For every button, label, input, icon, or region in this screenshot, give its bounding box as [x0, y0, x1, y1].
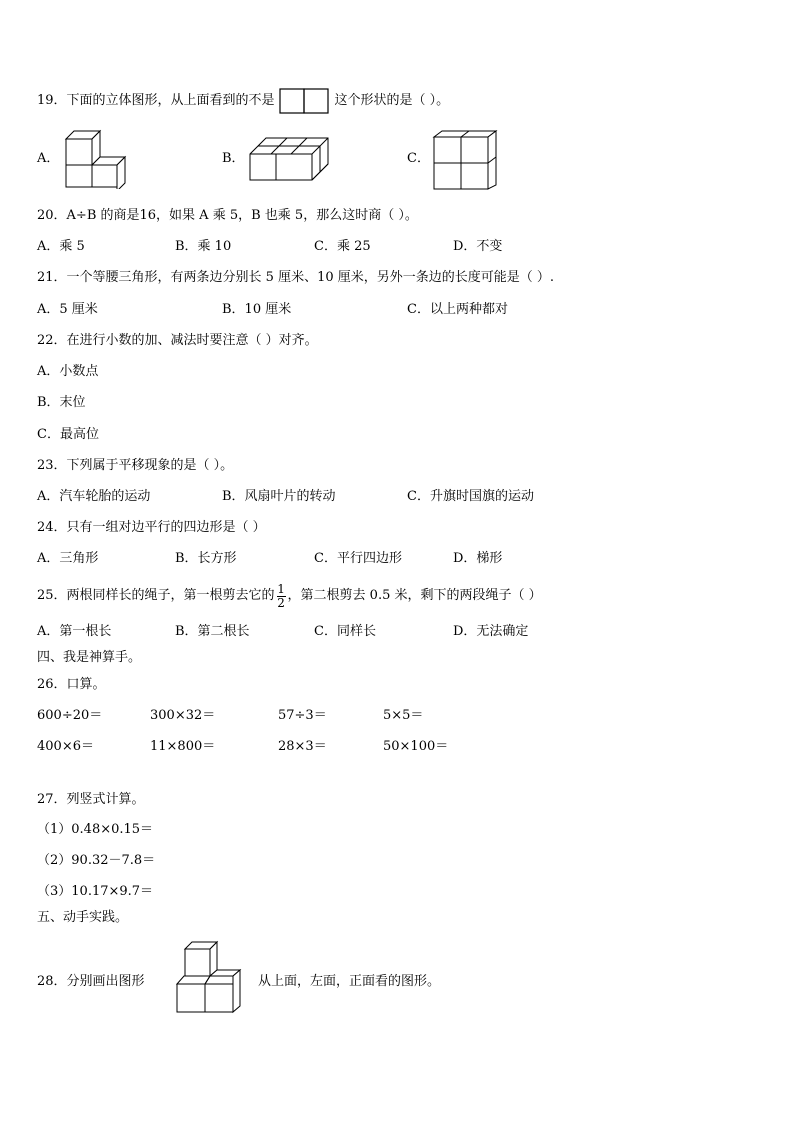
q19-option-c-cube-figure — [432, 129, 498, 191]
q24-option-d[interactable]: D．梯形 — [453, 551, 503, 566]
q27-item-1: （1）0.48×0.15＝ — [37, 822, 154, 837]
q26-item: 400×6＝ — [37, 739, 94, 754]
q24-option-b[interactable]: B．长方形 — [175, 551, 237, 566]
q24-option-a[interactable]: A．三角形 — [37, 551, 99, 566]
q20-option-c[interactable]: C．乘 25 — [314, 239, 371, 254]
q23-stem: 23．下列属于平移现象的是（ ）。 — [37, 458, 234, 473]
q22-option-b[interactable]: B．末位 — [37, 395, 86, 410]
q27-item-3: （3）10.17×9.7＝ — [37, 884, 154, 899]
q27-stem: 27．列竖式计算。 — [37, 792, 145, 807]
q21-option-c[interactable]: C．以上两种都对 — [407, 302, 508, 317]
q21-stem: 21．一个等腰三角形，有两条边分别长 5 厘米、10 厘米，另外一条边的长度可能是（ ）. — [37, 270, 555, 285]
two-square-shape-figure — [279, 88, 331, 114]
q22-option-c[interactable]: C．最高位 — [37, 427, 99, 442]
q25-stem-prefix: 25．两根同样长的绳子，第一根剪去它的 — [37, 588, 275, 603]
q20-option-a[interactable]: A．乘 5 — [37, 239, 85, 254]
q28-stem-prefix: 28．分别画出图形 — [37, 974, 145, 989]
q19-option-b-cube-figure — [248, 136, 330, 184]
q19-option-a-cube-figure — [64, 129, 128, 189]
section-4-heading: 四、我是神算手。 — [37, 650, 142, 665]
q23-option-a[interactable]: A．汽车轮胎的运动 — [37, 489, 151, 504]
fraction-denominator: 2 — [277, 595, 285, 610]
q24-stem: 24．只有一组对边平行的四边形是（ ） — [37, 520, 266, 535]
q26-item: 300×32＝ — [150, 708, 216, 723]
q25-option-a[interactable]: A．第一根长 — [37, 624, 112, 639]
q25-option-c[interactable]: C．同样长 — [314, 624, 376, 639]
q28-cube-figure — [175, 940, 243, 1014]
one-half-fraction — [277, 583, 286, 610]
q24-option-c[interactable]: C．平行四边形 — [314, 551, 402, 566]
q26-item: 600÷20＝ — [37, 708, 103, 723]
q20-option-d[interactable]: D．不变 — [453, 239, 503, 254]
q28-stem-suffix: 从上面，左面，正面看的图形。 — [258, 974, 441, 989]
q20-stem: 20．A÷B 的商是16，如果 A 乘 5，B 也乘 5，那么这时商（ ）。 — [37, 208, 418, 223]
q19-option-c-label[interactable]: C． — [407, 151, 430, 166]
q26-item: 57÷3＝ — [278, 708, 327, 723]
q25-option-b[interactable]: B．第二根长 — [175, 624, 250, 639]
fraction-numerator: 1 — [277, 581, 285, 596]
q26-item: 11×800＝ — [150, 739, 216, 754]
q26-item: 28×3＝ — [278, 739, 327, 754]
q19-option-b-label[interactable]: B． — [222, 151, 245, 166]
q26-item: 50×100＝ — [383, 739, 449, 754]
q19-stem-prefix: 19．下面的立体图形，从上面看到的不是 — [37, 93, 275, 108]
q25-stem-suffix: ，第二根剪去 0.5 米，剩下的两段绳子（ ） — [287, 588, 542, 603]
q21-option-b[interactable]: B．10 厘米 — [222, 302, 292, 317]
q25-stem — [37, 580, 542, 612]
q19-option-a-label[interactable]: A． — [37, 151, 60, 166]
q25-option-d[interactable]: D．无法确定 — [453, 624, 529, 639]
q20-option-b[interactable]: B．乘 10 — [175, 239, 232, 254]
q22-stem: 22．在进行小数的加、减法时要注意（ ）对齐。 — [37, 333, 318, 348]
q19-stem-suffix: 这个形状的是（ ）。 — [334, 93, 450, 108]
q26-item: 5×5＝ — [383, 708, 424, 723]
q27-item-2: （2）90.32－7.8＝ — [37, 853, 156, 868]
q23-option-c[interactable]: C．升旗时国旗的运动 — [407, 489, 534, 504]
q22-option-a[interactable]: A．小数点 — [37, 364, 99, 379]
q21-option-a[interactable]: A．5 厘米 — [37, 302, 98, 317]
section-5-heading: 五、动手实践。 — [37, 910, 129, 925]
q23-option-b[interactable]: B．风扇叶片的转动 — [222, 489, 336, 504]
q19-stem — [37, 88, 449, 114]
q26-stem: 26．口算。 — [37, 677, 106, 692]
